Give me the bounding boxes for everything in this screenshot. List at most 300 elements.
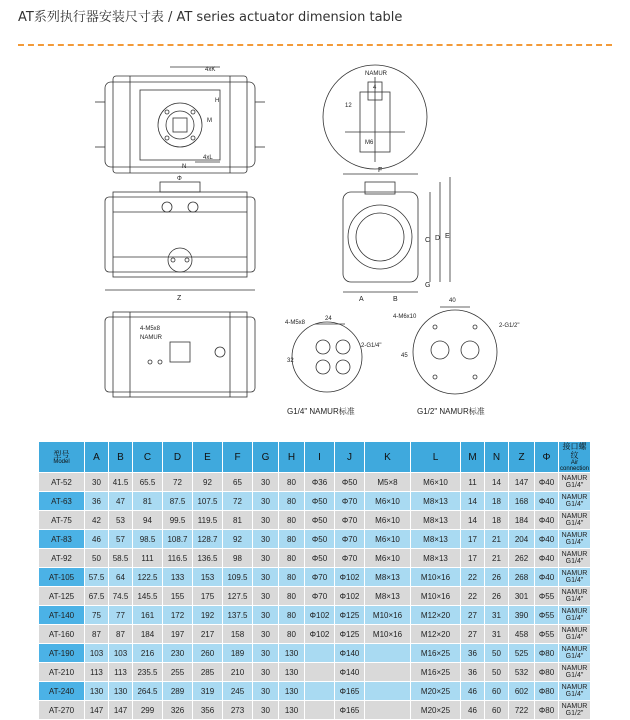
label-z: Z <box>177 295 182 302</box>
label-m: M <box>207 118 212 124</box>
table-cell: 27 <box>461 625 485 644</box>
table-cell: 81 <box>133 492 163 511</box>
model-cell: AT-140 <box>39 606 85 625</box>
table-cell: 273 <box>223 701 253 720</box>
table-cell <box>365 682 411 701</box>
table-cell: Φ80 <box>535 663 559 682</box>
table-cell: 36 <box>461 644 485 663</box>
table-cell: 30 <box>253 549 279 568</box>
column-header: G <box>253 442 279 473</box>
table-cell: NAMUR G1/4" <box>559 644 591 663</box>
table-cell: 72 <box>223 492 253 511</box>
table-cell: 21 <box>485 530 509 549</box>
caption-g12-namur: G1/2" NAMUR标准 <box>417 407 485 416</box>
table-cell: M6×10 <box>365 549 411 568</box>
table-cell: 80 <box>279 511 305 530</box>
table-cell: 130 <box>279 644 305 663</box>
table-cell: 299 <box>133 701 163 720</box>
table-cell: Φ40 <box>535 473 559 492</box>
table-cell: 189 <box>223 644 253 663</box>
column-header: L <box>411 442 461 473</box>
table-cell: 217 <box>193 625 223 644</box>
table-cell <box>305 663 335 682</box>
column-header: D <box>163 442 193 473</box>
table-cell: NAMUR G1/4" <box>559 682 591 701</box>
table-cell: 58.5 <box>109 549 133 568</box>
label-phi: Φ <box>177 176 182 182</box>
table-cell: 22 <box>461 587 485 606</box>
table-cell: 46 <box>85 530 109 549</box>
table-cell: M16×25 <box>411 663 461 682</box>
bottom-view <box>105 312 255 397</box>
top-view <box>95 67 265 173</box>
table-cell: 197 <box>163 625 193 644</box>
table-cell: 65.5 <box>133 473 163 492</box>
label-g14: 2-G1/4" <box>361 343 382 349</box>
table-cell: 42 <box>85 511 109 530</box>
label-n: N <box>182 164 187 170</box>
table-cell: 80 <box>279 530 305 549</box>
label-m5x8: 4-M5x8 <box>140 326 161 332</box>
table-cell: NAMUR G1/4" <box>559 606 591 625</box>
label-g: G <box>425 282 431 289</box>
table-cell: 30 <box>253 568 279 587</box>
column-header: C <box>133 442 163 473</box>
front-view <box>105 182 255 290</box>
table-cell: Φ80 <box>535 701 559 720</box>
table-cell: 168 <box>509 492 535 511</box>
label-4xk: 4xK <box>205 67 216 73</box>
table-cell: NAMUR G1/4" <box>559 568 591 587</box>
column-header-en: Air connection <box>559 460 590 472</box>
table-cell: 80 <box>279 568 305 587</box>
table-cell: 255 <box>163 663 193 682</box>
table-cell: M8×13 <box>411 549 461 568</box>
table-cell: Φ36 <box>305 473 335 492</box>
table-cell: 216 <box>133 644 163 663</box>
table-cell: 111 <box>133 549 163 568</box>
table-cell: 245 <box>223 682 253 701</box>
table-cell: 77 <box>109 606 133 625</box>
table-cell: M6×10 <box>411 473 461 492</box>
label-4xl: 4xL <box>203 155 213 161</box>
table-cell: Φ50 <box>305 530 335 549</box>
table-cell: Φ70 <box>335 530 365 549</box>
column-header: F <box>223 442 253 473</box>
table-cell: 210 <box>223 663 253 682</box>
dimension-drawing <box>75 62 545 422</box>
table-cell: 80 <box>279 606 305 625</box>
table-cell: Φ125 <box>335 606 365 625</box>
table-row <box>39 606 591 625</box>
table-cell <box>365 663 411 682</box>
label-m6x10: 4-M6x10 <box>393 314 417 320</box>
table-cell: 204 <box>509 530 535 549</box>
table-cell: NAMUR G1/4" <box>559 473 591 492</box>
table-cell: NAMUR G1/4" <box>559 625 591 644</box>
namur-detail <box>323 65 427 169</box>
model-cell: AT-83 <box>39 530 85 549</box>
table-cell: 22 <box>461 568 485 587</box>
table-cell: Φ50 <box>305 492 335 511</box>
model-cell: AT-92 <box>39 549 85 568</box>
table-row <box>39 473 591 492</box>
table-cell: M5×8 <box>365 473 411 492</box>
table-cell: 31 <box>485 606 509 625</box>
table-cell: NAMUR G1/4" <box>559 549 591 568</box>
table-row <box>39 587 591 606</box>
table-cell: Φ102 <box>305 625 335 644</box>
table-cell: 41.5 <box>109 473 133 492</box>
table-cell: 53 <box>109 511 133 530</box>
table-cell: 103 <box>109 644 133 663</box>
label-40: 40 <box>449 298 456 304</box>
table-cell: 17 <box>461 530 485 549</box>
side-view <box>343 174 450 292</box>
model-cell: AT-125 <box>39 587 85 606</box>
table-cell: 113 <box>85 663 109 682</box>
column-header: E <box>193 442 223 473</box>
table-cell: 192 <box>193 606 223 625</box>
table-cell: Φ55 <box>535 606 559 625</box>
table-cell: 128.7 <box>193 530 223 549</box>
label-h: H <box>215 98 220 104</box>
table-cell <box>365 701 411 720</box>
table-cell: 230 <box>163 644 193 663</box>
table-cell: Φ140 <box>335 663 365 682</box>
table-cell: 30 <box>253 473 279 492</box>
table-cell: 130 <box>279 682 305 701</box>
table-cell: M20×25 <box>411 701 461 720</box>
table-cell: 147 <box>85 701 109 720</box>
table-cell: 60 <box>485 701 509 720</box>
table-cell: Φ102 <box>335 587 365 606</box>
table-cell: 81 <box>223 511 253 530</box>
table-cell: 99.5 <box>163 511 193 530</box>
label-d: D <box>435 235 441 242</box>
table-cell: M8×13 <box>365 587 411 606</box>
table-cell: Φ165 <box>335 682 365 701</box>
table-cell: Φ50 <box>305 549 335 568</box>
table-cell: 27 <box>461 606 485 625</box>
table-cell: Φ50 <box>305 511 335 530</box>
table-cell: 21 <box>485 549 509 568</box>
table-cell <box>365 644 411 663</box>
table-cell: 602 <box>509 682 535 701</box>
table-cell: M10×16 <box>365 606 411 625</box>
table-row <box>39 701 591 720</box>
table-cell <box>305 701 335 720</box>
table-cell: M12×20 <box>411 606 461 625</box>
label-e: E <box>445 233 450 240</box>
table-cell: 80 <box>279 587 305 606</box>
table-cell: 130 <box>85 682 109 701</box>
table-row <box>39 492 591 511</box>
table-cell: NAMUR G1/4" <box>559 663 591 682</box>
table-cell: 122.5 <box>133 568 163 587</box>
table-cell: NAMUR G1/4" <box>559 511 591 530</box>
table-cell: 30 <box>253 682 279 701</box>
table-row <box>39 644 591 663</box>
model-cell: AT-75 <box>39 511 85 530</box>
table-cell: 31 <box>485 625 509 644</box>
table-cell: 30 <box>253 492 279 511</box>
table-cell: 262 <box>509 549 535 568</box>
table-cell: 161 <box>133 606 163 625</box>
table-cell: M6×10 <box>365 530 411 549</box>
table-cell: 64 <box>109 568 133 587</box>
table-cell: M6×10 <box>365 492 411 511</box>
table-cell: Φ102 <box>335 568 365 587</box>
model-cell: AT-160 <box>39 625 85 644</box>
table-cell: 319 <box>193 682 223 701</box>
table-cell: 65 <box>223 473 253 492</box>
table-cell: 30 <box>253 625 279 644</box>
table-cell: Φ70 <box>335 492 365 511</box>
label-f: F <box>378 167 383 174</box>
table-cell: Φ70 <box>305 568 335 587</box>
column-header: H <box>279 442 305 473</box>
table-cell: 147 <box>509 473 535 492</box>
table-cell: 14 <box>461 492 485 511</box>
title-divider <box>18 44 612 46</box>
table-cell: 326 <box>163 701 193 720</box>
table-cell: Φ40 <box>535 530 559 549</box>
label-32: 32 <box>287 358 294 364</box>
table-cell: 525 <box>509 644 535 663</box>
column-header: J <box>335 442 365 473</box>
label-namur-bottom: NAMUR <box>140 335 162 341</box>
table-cell: Φ40 <box>535 511 559 530</box>
column-header: Z <box>509 442 535 473</box>
table-cell: 57.5 <box>85 568 109 587</box>
column-header: M <box>461 442 485 473</box>
table-cell: 235.5 <box>133 663 163 682</box>
dimension-table <box>38 441 591 720</box>
table-cell: 107.5 <box>193 492 223 511</box>
table-cell: 127.5 <box>223 587 253 606</box>
table-cell: 264.5 <box>133 682 163 701</box>
model-cell: AT-210 <box>39 663 85 682</box>
table-cell: 50 <box>485 663 509 682</box>
table-cell: M8×13 <box>411 511 461 530</box>
table-cell: 46 <box>461 701 485 720</box>
table-cell: 130 <box>279 701 305 720</box>
model-cell: AT-52 <box>39 473 85 492</box>
table-cell: 175 <box>193 587 223 606</box>
table-cell: 87 <box>85 625 109 644</box>
table-cell: 30 <box>253 511 279 530</box>
table-cell: 46 <box>461 682 485 701</box>
table-cell: 172 <box>163 606 193 625</box>
table-cell: 722 <box>509 701 535 720</box>
model-cell: AT-63 <box>39 492 85 511</box>
table-cell: 18 <box>485 511 509 530</box>
table-cell: 356 <box>193 701 223 720</box>
table-cell: 80 <box>279 625 305 644</box>
g12-namur-plate <box>413 307 497 394</box>
table-cell: 47 <box>109 492 133 511</box>
table-cell: NAMUR G1/2" <box>559 701 591 720</box>
table-cell: 36 <box>85 492 109 511</box>
column-header <box>559 442 591 473</box>
table-cell: 30 <box>253 663 279 682</box>
column-header: B <box>109 442 133 473</box>
table-cell: 260 <box>193 644 223 663</box>
table-cell: 109.5 <box>223 568 253 587</box>
column-header-cn: 接口螺纹 <box>562 442 587 460</box>
table-row <box>39 568 591 587</box>
table-cell: Φ102 <box>305 606 335 625</box>
table-cell: 30 <box>253 587 279 606</box>
table-cell: 26 <box>485 568 509 587</box>
table-cell: 113 <box>109 663 133 682</box>
table-cell: NAMUR G1/4" <box>559 530 591 549</box>
table-cell: 18 <box>485 492 509 511</box>
table-cell: 30 <box>253 644 279 663</box>
table-cell: 147 <box>109 701 133 720</box>
table-cell: 136.5 <box>193 549 223 568</box>
model-cell: AT-190 <box>39 644 85 663</box>
table-cell: Φ125 <box>335 625 365 644</box>
column-header <box>39 442 85 473</box>
table-cell: 184 <box>133 625 163 644</box>
table-cell: M8×13 <box>411 530 461 549</box>
label-45: 45 <box>401 353 408 359</box>
table-cell: Φ40 <box>535 549 559 568</box>
column-header-en: Model <box>53 458 70 465</box>
label-c: C <box>425 237 431 244</box>
table-cell: 390 <box>509 606 535 625</box>
table-cell: 98 <box>223 549 253 568</box>
table-row <box>39 530 591 549</box>
table-cell: 92 <box>223 530 253 549</box>
table-cell: Φ165 <box>335 701 365 720</box>
label-namur: NAMUR <box>365 71 387 77</box>
table-cell: 60 <box>485 682 509 701</box>
label-a: A <box>359 296 364 303</box>
table-cell: Φ70 <box>335 511 365 530</box>
table-cell: 50 <box>85 549 109 568</box>
table-cell: 130 <box>109 682 133 701</box>
model-cell: AT-105 <box>39 568 85 587</box>
table-cell: M16×25 <box>411 644 461 663</box>
table-cell: M6×10 <box>365 511 411 530</box>
table-row <box>39 625 591 644</box>
table-cell: M10×16 <box>411 587 461 606</box>
table-cell: 98.5 <box>133 530 163 549</box>
table-cell: 158 <box>223 625 253 644</box>
label-12: 12 <box>345 103 352 109</box>
table-cell: 532 <box>509 663 535 682</box>
table-cell: 30 <box>253 701 279 720</box>
table-cell: 30 <box>85 473 109 492</box>
table-row <box>39 682 591 701</box>
table-cell <box>305 644 335 663</box>
table-cell: 289 <box>163 682 193 701</box>
table-cell: 285 <box>193 663 223 682</box>
table-cell: Φ40 <box>535 492 559 511</box>
table-cell: 108.7 <box>163 530 193 549</box>
label-m6: M6 <box>365 140 374 146</box>
table-cell: 74.5 <box>109 587 133 606</box>
table-cell: 153 <box>193 568 223 587</box>
table-cell: 80 <box>279 549 305 568</box>
table-cell: 36 <box>461 663 485 682</box>
column-header: Φ <box>535 442 559 473</box>
table-cell: 26 <box>485 587 509 606</box>
table-cell: 50 <box>485 644 509 663</box>
column-header: N <box>485 442 509 473</box>
table-cell: M10×16 <box>365 625 411 644</box>
table-cell: M20×25 <box>411 682 461 701</box>
table-cell: 72 <box>163 473 193 492</box>
table-row <box>39 511 591 530</box>
table-row <box>39 663 591 682</box>
table-cell: 30 <box>253 606 279 625</box>
g14-namur-plate <box>292 322 362 392</box>
table-cell: 116.5 <box>163 549 193 568</box>
label-b: B <box>393 296 398 303</box>
table-cell: 87.5 <box>163 492 193 511</box>
table-cell: 67.5 <box>85 587 109 606</box>
table-cell: 458 <box>509 625 535 644</box>
table-cell: 17 <box>461 549 485 568</box>
table-cell: 14 <box>485 473 509 492</box>
table-cell: Φ70 <box>305 587 335 606</box>
label-m5x8-plate: 4-M5x8 <box>285 320 306 326</box>
table-cell: 94 <box>133 511 163 530</box>
model-cell: AT-270 <box>39 701 85 720</box>
table-cell: Φ55 <box>535 587 559 606</box>
table-row <box>39 549 591 568</box>
table-cell: Φ50 <box>335 473 365 492</box>
table-cell: M8×13 <box>365 568 411 587</box>
table-cell: 155 <box>163 587 193 606</box>
table-cell: M8×13 <box>411 492 461 511</box>
table-cell: 145.5 <box>133 587 163 606</box>
table-cell: 11 <box>461 473 485 492</box>
table-cell: 137.5 <box>223 606 253 625</box>
table-cell: 130 <box>279 663 305 682</box>
caption-g14-namur: G1/4" NAMUR标准 <box>287 407 355 416</box>
column-header: I <box>305 442 335 473</box>
table-cell: Φ40 <box>535 568 559 587</box>
label-4: 4 <box>373 85 377 91</box>
table-cell: 133 <box>163 568 193 587</box>
table-cell: 119.5 <box>193 511 223 530</box>
table-cell: M10×16 <box>411 568 461 587</box>
table-cell: 80 <box>279 473 305 492</box>
table-cell: 14 <box>461 511 485 530</box>
table-cell: 30 <box>253 530 279 549</box>
table-cell: M12×20 <box>411 625 461 644</box>
table-cell: 184 <box>509 511 535 530</box>
column-header-cn: 型号 <box>53 449 70 459</box>
label-g12: 2-G1/2" <box>499 323 520 329</box>
table-cell: NAMUR G1/4" <box>559 492 591 511</box>
table-cell: 92 <box>193 473 223 492</box>
label-24: 24 <box>325 316 332 322</box>
table-cell: Φ70 <box>335 549 365 568</box>
table-cell: Φ55 <box>535 625 559 644</box>
table-cell: 87 <box>109 625 133 644</box>
table-cell <box>305 682 335 701</box>
table-cell: 75 <box>85 606 109 625</box>
column-header: A <box>85 442 109 473</box>
table-cell: Φ80 <box>535 682 559 701</box>
model-cell: AT-240 <box>39 682 85 701</box>
